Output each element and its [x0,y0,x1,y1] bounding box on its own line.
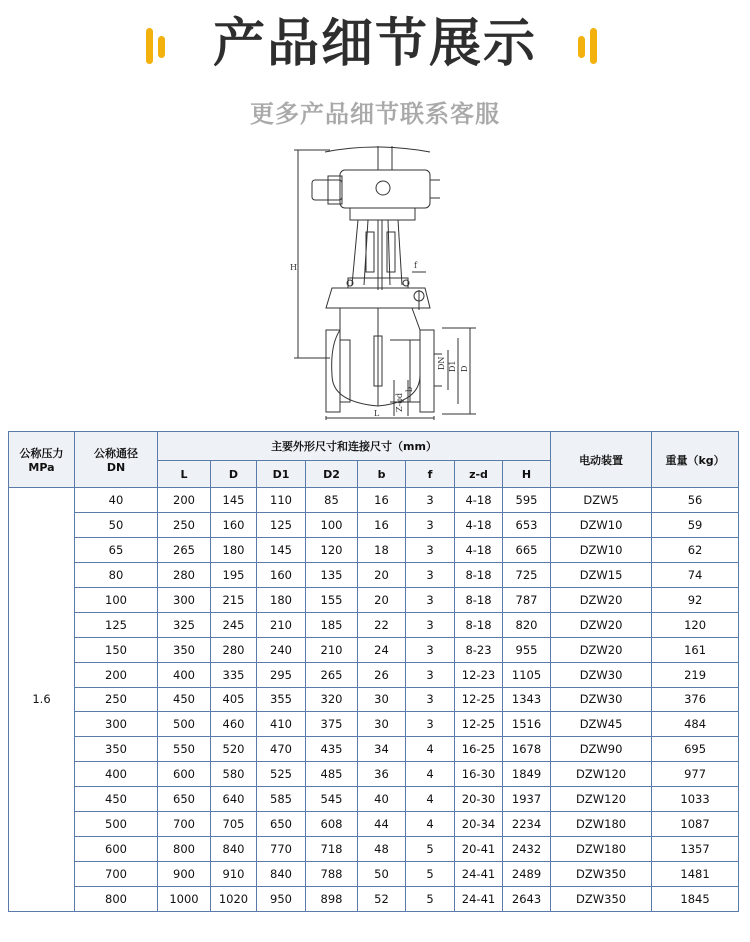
table-cell: 265 [306,662,358,687]
table-cell: 20 [358,562,406,587]
label-b: b [405,386,414,392]
table-cell: DZW350 [551,887,652,912]
table-cell: 160 [211,512,257,537]
table-row [9,812,739,837]
table-cell: 787 [503,587,551,612]
table-cell: 595 [503,488,551,513]
table-cell: 705 [211,812,257,837]
table-cell: 900 [158,862,211,887]
table-cell: 40 [75,488,158,513]
table-cell: 100 [306,512,358,537]
header-zd: z-d [455,461,503,488]
label-dn: DN [437,356,446,370]
table-cell: 335 [211,662,257,687]
table-cell: 215 [211,587,257,612]
spec-table-wrapper [8,431,739,912]
table-cell: 250 [75,687,158,712]
table-cell: DZW45 [551,712,652,737]
table-cell: 405 [211,687,257,712]
table-cell: 34 [358,737,406,762]
table-cell: DZW30 [551,687,652,712]
table-cell: 300 [75,712,158,737]
table-cell: 56 [652,488,739,513]
table-row [9,712,739,737]
table-cell: 500 [158,712,211,737]
table-cell: 840 [211,837,257,862]
table-cell: 355 [257,687,306,712]
table-cell: 12-25 [455,687,503,712]
table-cell: 410 [257,712,306,737]
table-cell: 40 [358,787,406,812]
table-cell: 22 [358,612,406,637]
table-cell: 665 [503,537,551,562]
table-cell: 1937 [503,787,551,812]
table-cell: 26 [358,662,406,687]
table-cell: DZW350 [551,862,652,887]
table-cell: 185 [306,612,358,637]
table-cell: 3 [406,562,455,587]
table-cell: 320 [306,687,358,712]
table-cell: 653 [503,512,551,537]
header-d: D [211,461,257,488]
table-cell: 4-18 [455,488,503,513]
table-cell: 20-41 [455,837,503,862]
table-cell: 155 [306,587,358,612]
table-cell: 725 [503,562,551,587]
table-cell: 585 [257,787,306,812]
table-cell: 16 [358,512,406,537]
table-cell: DZW120 [551,787,652,812]
table-cell: 1516 [503,712,551,737]
header-pressure-label: 公称压力 [19,447,64,460]
table-cell: 840 [257,862,306,887]
table-cell: 12-25 [455,712,503,737]
table-cell: 580 [211,762,257,787]
table-cell: 788 [306,862,358,887]
table-cell: 2643 [503,887,551,912]
table-cell: 3 [406,687,455,712]
table-cell: 295 [257,662,306,687]
table-cell: 200 [75,662,158,687]
table-row [9,662,739,687]
table-cell: 50 [75,512,158,537]
table-cell: 450 [75,787,158,812]
table-cell: 5 [406,862,455,887]
table-cell: 898 [306,887,358,912]
table-row [9,837,739,862]
table-cell: DZW30 [551,662,652,687]
table-cell: 280 [158,562,211,587]
table-cell: DZW180 [551,837,652,862]
header-pressure [9,432,75,488]
gate-valve-drawing [270,140,490,420]
table-row [9,488,739,513]
page-subtitle: 更多产品细节联系客服 [250,100,500,128]
table-cell: 265 [158,537,211,562]
table-cell: 150 [75,637,158,662]
header-pressure-unit: MPa [28,461,55,474]
header-dims-group: 主要外形尺寸和连接尺寸（mm） [158,432,551,461]
table-cell: 240 [257,637,306,662]
pressure-cell: 1.6 [9,488,75,912]
table-cell: 1000 [158,887,211,912]
page-title: 产品细节展示 [212,14,537,74]
table-cell: 977 [652,762,739,787]
table-cell: 4-18 [455,512,503,537]
table-row [9,687,739,712]
table-cell: 12-23 [455,662,503,687]
table-cell: 245 [211,612,257,637]
table-cell: 20-34 [455,812,503,837]
table-cell: 435 [306,737,358,762]
table-cell: 4 [406,787,455,812]
table-row [9,887,739,912]
table-cell: 4 [406,737,455,762]
table-cell: 120 [306,537,358,562]
table-cell: 2432 [503,837,551,862]
page-header [0,0,750,95]
table-cell: 44 [358,812,406,837]
table-cell: 470 [257,737,306,762]
table-cell: 30 [358,712,406,737]
table-cell: DZW10 [551,537,652,562]
table-cell: 65 [75,537,158,562]
table-row [9,637,739,662]
table-cell: 145 [257,537,306,562]
table-cell: 8-18 [455,562,503,587]
table-cell: 8-18 [455,587,503,612]
table-cell: 24-41 [455,887,503,912]
table-row [9,787,739,812]
table-cell: 460 [211,712,257,737]
table-cell: 1849 [503,762,551,787]
table-cell: DZW15 [551,562,652,587]
label-d: D [460,365,469,372]
table-cell: 1020 [211,887,257,912]
header-f: f [406,461,455,488]
header-diameter [75,432,158,488]
header-b: b [358,461,406,488]
table-cell: 955 [503,637,551,662]
table-row [9,762,739,787]
table-cell: DZW5 [551,488,652,513]
table-row [9,587,739,612]
table-cell: 608 [306,812,358,837]
table-cell: 325 [158,612,211,637]
table-cell: 600 [158,762,211,787]
label-h: H [290,263,297,272]
table-cell: 52 [358,887,406,912]
table-cell: 1357 [652,837,739,862]
header-diameter-label: 公称通径 [94,447,138,460]
table-cell: 50 [358,862,406,887]
table-cell: 640 [211,787,257,812]
table-cell: 3 [406,512,455,537]
table-cell: 85 [306,488,358,513]
label-f: f [414,261,417,270]
label-d1: D1 [448,360,457,372]
table-cell: 59 [652,512,739,537]
table-cell: 161 [652,637,739,662]
table-cell: 350 [158,637,211,662]
table-cell: 1087 [652,812,739,837]
table-cell: 160 [257,562,306,587]
table-cell: 600 [75,837,158,862]
table-row [9,612,739,637]
table-cell: DZW120 [551,762,652,787]
table-cell: 200 [158,488,211,513]
table-cell: 5 [406,837,455,862]
label-l: L [374,409,380,418]
table-cell: 376 [652,687,739,712]
table-cell: 695 [652,737,739,762]
table-cell: DZW90 [551,737,652,762]
table-cell: 4-18 [455,537,503,562]
header-l: L [158,461,211,488]
table-cell: 485 [306,762,358,787]
table-cell: 145 [211,488,257,513]
table-cell: 100 [75,587,158,612]
table-row [9,562,739,587]
table-cell: DZW180 [551,812,652,837]
table-cell: 62 [652,537,739,562]
table-cell: 3 [406,712,455,737]
table-cell: 16-25 [455,737,503,762]
table-cell: 30 [358,687,406,712]
table-cell: 1033 [652,787,739,812]
table-cell: 650 [257,812,306,837]
header-diameter-unit: DN [106,461,126,474]
table-cell: 16-30 [455,762,503,787]
table-cell: 800 [75,887,158,912]
table-cell: 4 [406,812,455,837]
table-cell: 300 [158,587,211,612]
table-cell: 770 [257,837,306,862]
table-cell: 820 [503,612,551,637]
table-row [9,862,739,887]
label-zd: Z-φd [395,393,404,412]
table-cell: 545 [306,787,358,812]
table-cell: 210 [306,637,358,662]
header-weight: 重量（kg） [652,432,739,488]
table-cell: 180 [257,587,306,612]
table-cell: 110 [257,488,306,513]
table-cell: 525 [257,762,306,787]
table-row [9,537,739,562]
table-cell: 3 [406,637,455,662]
table-cell: 180 [211,537,257,562]
table-cell: 3 [406,488,455,513]
table-cell: 1105 [503,662,551,687]
table-cell: 400 [75,762,158,787]
table-cell: 24-41 [455,862,503,887]
table-cell: 20 [358,587,406,612]
table-cell: 210 [257,612,306,637]
table-cell: 80 [75,562,158,587]
table-cell: 120 [652,612,739,637]
table-cell: 280 [211,637,257,662]
header-h: H [503,461,551,488]
table-cell: DZW20 [551,637,652,662]
table-cell: 36 [358,762,406,787]
table-cell: DZW20 [551,587,652,612]
header-d1: D1 [257,461,306,488]
header-actuator: 电动装置 [551,432,652,488]
table-cell: 1481 [652,862,739,887]
table-cell: 92 [652,587,739,612]
table-cell: 3 [406,662,455,687]
table-cell: 4 [406,762,455,787]
table-cell: 195 [211,562,257,587]
table-cell: DZW10 [551,512,652,537]
table-cell: 250 [158,512,211,537]
table-cell: 400 [158,662,211,687]
table-cell: 950 [257,887,306,912]
right-bar-decoration [578,28,604,68]
table-cell: 3 [406,537,455,562]
table-cell: 650 [158,787,211,812]
spec-table [8,431,739,912]
header-d2: D2 [306,461,358,488]
table-cell: 910 [211,862,257,887]
table-cell: 350 [75,737,158,762]
table-cell: 520 [211,737,257,762]
table-cell: 1678 [503,737,551,762]
table-cell: 3 [406,587,455,612]
table-cell: 219 [652,662,739,687]
table-cell: 500 [75,812,158,837]
table-cell: 135 [306,562,358,587]
table-cell: 18 [358,537,406,562]
table-cell: 5 [406,887,455,912]
table-cell: 450 [158,687,211,712]
table-cell: 800 [158,837,211,862]
table-cell: 8-18 [455,612,503,637]
table-cell: 125 [257,512,306,537]
table-cell: DZW20 [551,612,652,637]
table-cell: 2234 [503,812,551,837]
table-cell: 550 [158,737,211,762]
table-cell: 700 [158,812,211,837]
table-cell: 700 [75,862,158,887]
table-cell: 2489 [503,862,551,887]
table-cell: 3 [406,612,455,637]
table-cell: 48 [358,837,406,862]
table-cell: 24 [358,637,406,662]
table-cell: 484 [652,712,739,737]
table-row [9,512,739,537]
table-cell: 1845 [652,887,739,912]
table-cell: 16 [358,488,406,513]
table-cell: 74 [652,562,739,587]
table-cell: 1343 [503,687,551,712]
table-cell: 718 [306,837,358,862]
table-cell: 375 [306,712,358,737]
table-cell: 20-30 [455,787,503,812]
table-row [9,737,739,762]
table-cell: 8-23 [455,637,503,662]
table-cell: 125 [75,612,158,637]
